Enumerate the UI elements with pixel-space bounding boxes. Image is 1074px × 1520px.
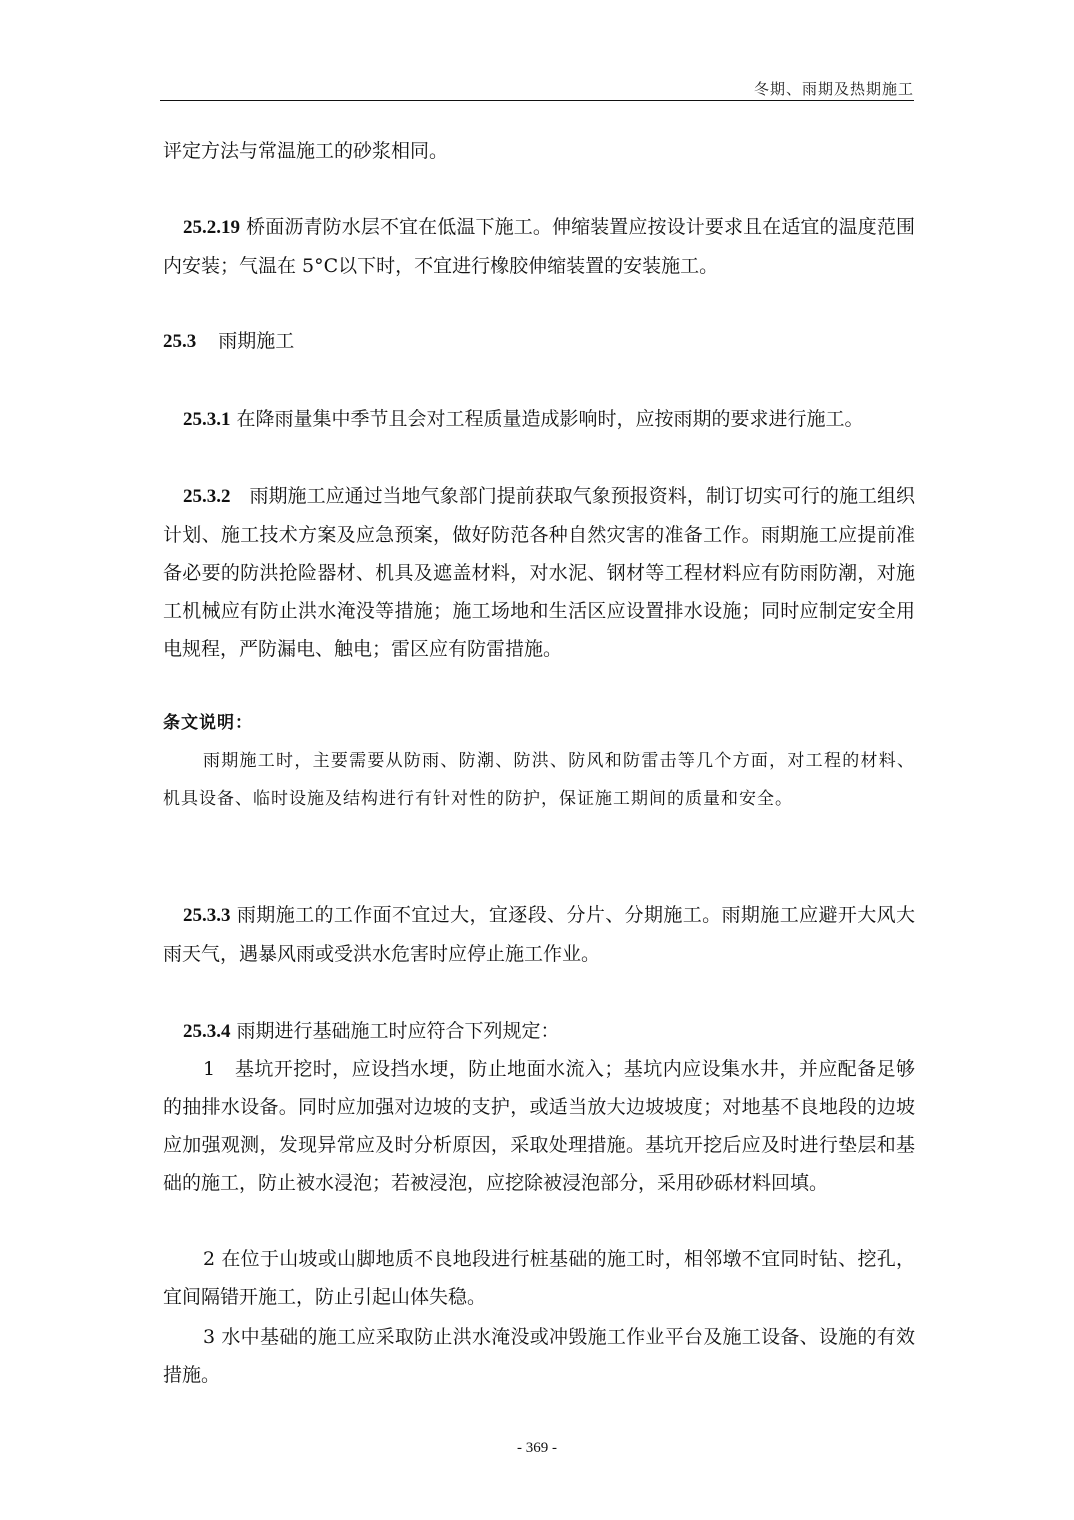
running-header [160, 76, 914, 101]
clause-number: 25.3.1 [183, 409, 231, 430]
section-number: 25.3 [163, 331, 197, 352]
header-title: 冬期、雨期及热期施工 [753, 80, 914, 98]
clause-text: 雨期进行基础施工时应符合下列规定： [230, 1020, 560, 1042]
explanation-title: 条文说明： [163, 713, 253, 733]
clause-25-3-3 [163, 896, 915, 973]
clause-number: 25.3.4 [183, 1021, 231, 1042]
section-title: 雨期施工 [218, 330, 295, 352]
clause-text: 桥面沥青防水层不宜在低温下施工。伸缩装置应按设计要求且在适宜的温度范围内安装；气温在 5°C以下时，不宜进行橡胶伸缩装置的安装施工。 [163, 216, 915, 277]
clause-text: 雨期施工应通过当地气象部门提前获取气象预报资料，制订切实可行的施工组织计划、施工技术方案及应急预案，做好防范各种自然灾害的准备工作。雨期施工应提前准备必要的防洪抢险器材、机具及遮盖材料，对水泥、钢材等工程材料应有防雨防潮，对施工机械应有防止洪水淹没等措施；施工场地和生活区应设置排水设施；同时应制定安全用电规程，严防漏电、触电；雷区应有防雷措施。 [163, 485, 915, 660]
clause-25-3-4 [163, 1012, 915, 1051]
page-number: - 369 - [517, 1440, 557, 1456]
clause-25-2-19 [163, 208, 915, 285]
clause-number: 25.3.3 [183, 905, 231, 926]
clause-number: 25.3.2 [183, 486, 231, 507]
list-item-1: 1 基坑开挖时，应设挡水埂，防止地面水流入；基坑内应设集水井，并应配备足够的抽排水设备。同时应加强对边坡的支护，或适当放大边坡坡度；对地基不良地段的边坡应加强观测，发现异常应及时分析原因，采取处理措施。基坑开挖后应及时进行垫层和基础的施工，防止被水浸泡；若被浸泡，应挖除被浸泡部分，采用砂砾材料回填。 [163, 1058, 915, 1194]
clause-explanation [163, 704, 915, 818]
explanation-text: 雨期施工时，主要需要从防雨、防潮、防洪、防风和防雷击等几个方面，对工程的材料、机具设备、临时设施及结构进行有针对性的防护，保证施工期间的质量和安全。 [163, 751, 915, 809]
paragraph-text: 评定方法与常温施工的砂浆相同。 [163, 140, 449, 162]
paragraph-continuation [163, 132, 915, 170]
clause-text: 雨期施工的工作面不宜过大，宜逐段、分片、分期施工。雨期施工应避开大风大雨天气，遇暴风雨或受洪水危害时应停止施工作业。 [163, 904, 915, 965]
clause-text: 在降雨量集中季节且会对工程质量造成影响时，应按雨期的要求进行施工。 [230, 408, 864, 430]
section-heading [163, 322, 915, 361]
clause-25-3-2 [163, 477, 915, 668]
list-item-3: 3 水中基础的施工应采取防止洪水淹没或冲毁施工作业平台及施工设备、设施的有效措施。 [163, 1326, 915, 1386]
list-item-2: 2 在位于山坡或山脚地质不良地段进行桩基础的施工时，相邻墩不宜同时钻、挖孔，宜间隔错开施工，防止引起山体失稳。 [163, 1248, 915, 1308]
clause-number: 25.2.19 [183, 217, 240, 238]
clause-25-3-1 [163, 400, 915, 439]
